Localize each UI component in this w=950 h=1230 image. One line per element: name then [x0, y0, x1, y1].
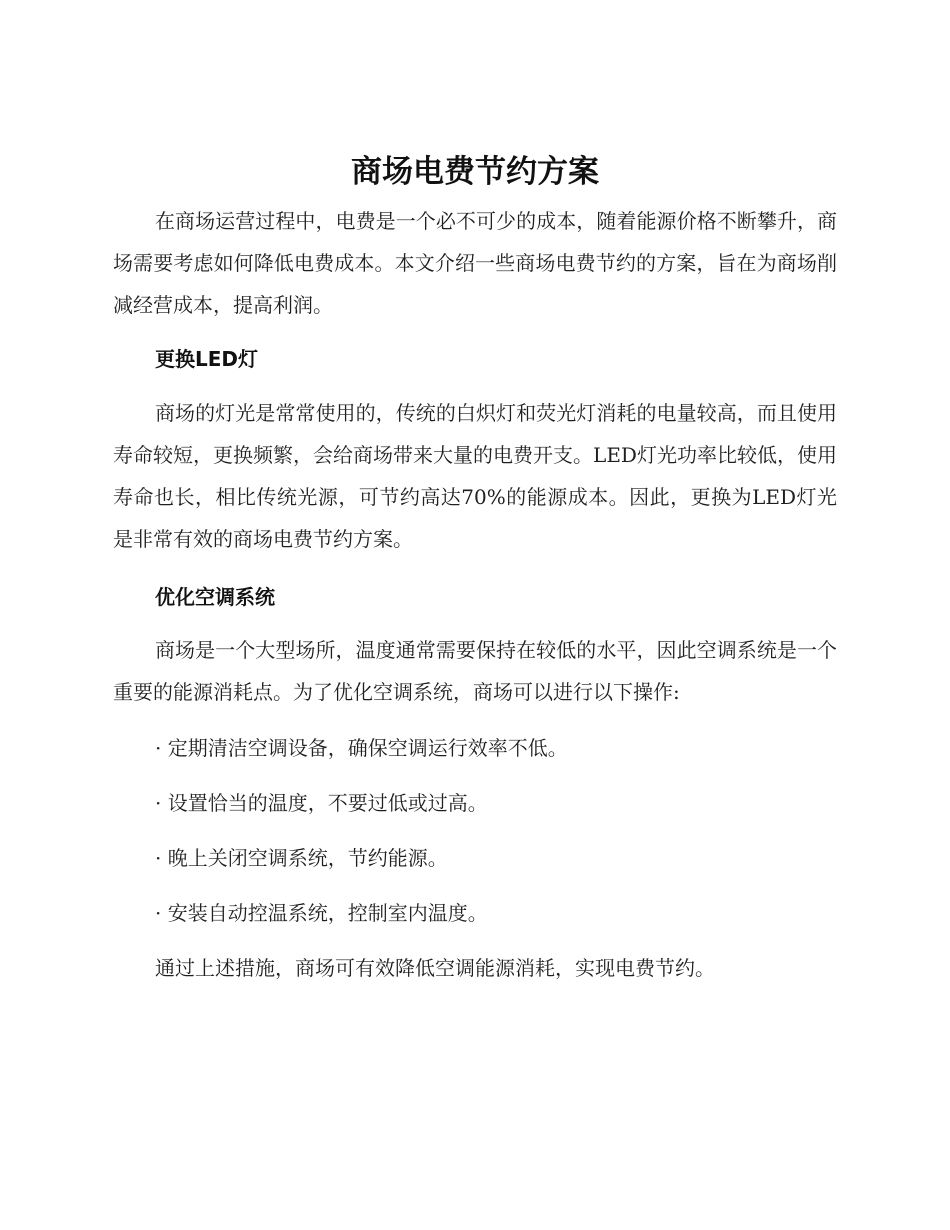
section-body-led: 商场的灯光是常常使用的，传统的白炽灯和荧光灯消耗的电量较高，而且使用寿命较短，更换频繁，会给商场带来大量的电费开支。LED灯光功率比较低，使用寿命也长，相比传统光源，可节约高达70%的能源成本。因此，更换为LED灯光是非常有效的商场电费节约方案。: [113, 401, 837, 551]
list-item: · 晚上关闭空调系统，节约能源。: [155, 846, 448, 870]
section-body-ac: 商场是一个大型场所，温度通常需要保持在较低的水平，因此空调系统是一个重要的能源消耗点。为了优化空调系统，商场可以进行以下操作:: [113, 638, 837, 704]
closing-paragraph: 通过上述措施，商场可有效降低空调能源消耗，实现电费节约。: [155, 956, 715, 980]
intro-paragraph: 在商场运营过程中，电费是一个必不可少的成本，随着能源价格不断攀升，商场需要考虑如何降低电费成本。本文介绍一些商场电费节约的方案，旨在为商场削减经营成本，提高利润。: [113, 209, 837, 317]
section-heading-ac: 优化空调系统: [155, 585, 275, 609]
list-item: · 定期清洁空调设备，确保空调运行效率不低。: [155, 736, 568, 760]
page-title: 商场电费节约方案: [351, 154, 599, 190]
list-item: · 安装自动控温系统，控制室内温度。: [155, 901, 488, 925]
list-item: · 设置恰当的温度，不要过低或过高。: [155, 791, 488, 815]
section-heading-led: 更换LED灯: [155, 347, 259, 371]
